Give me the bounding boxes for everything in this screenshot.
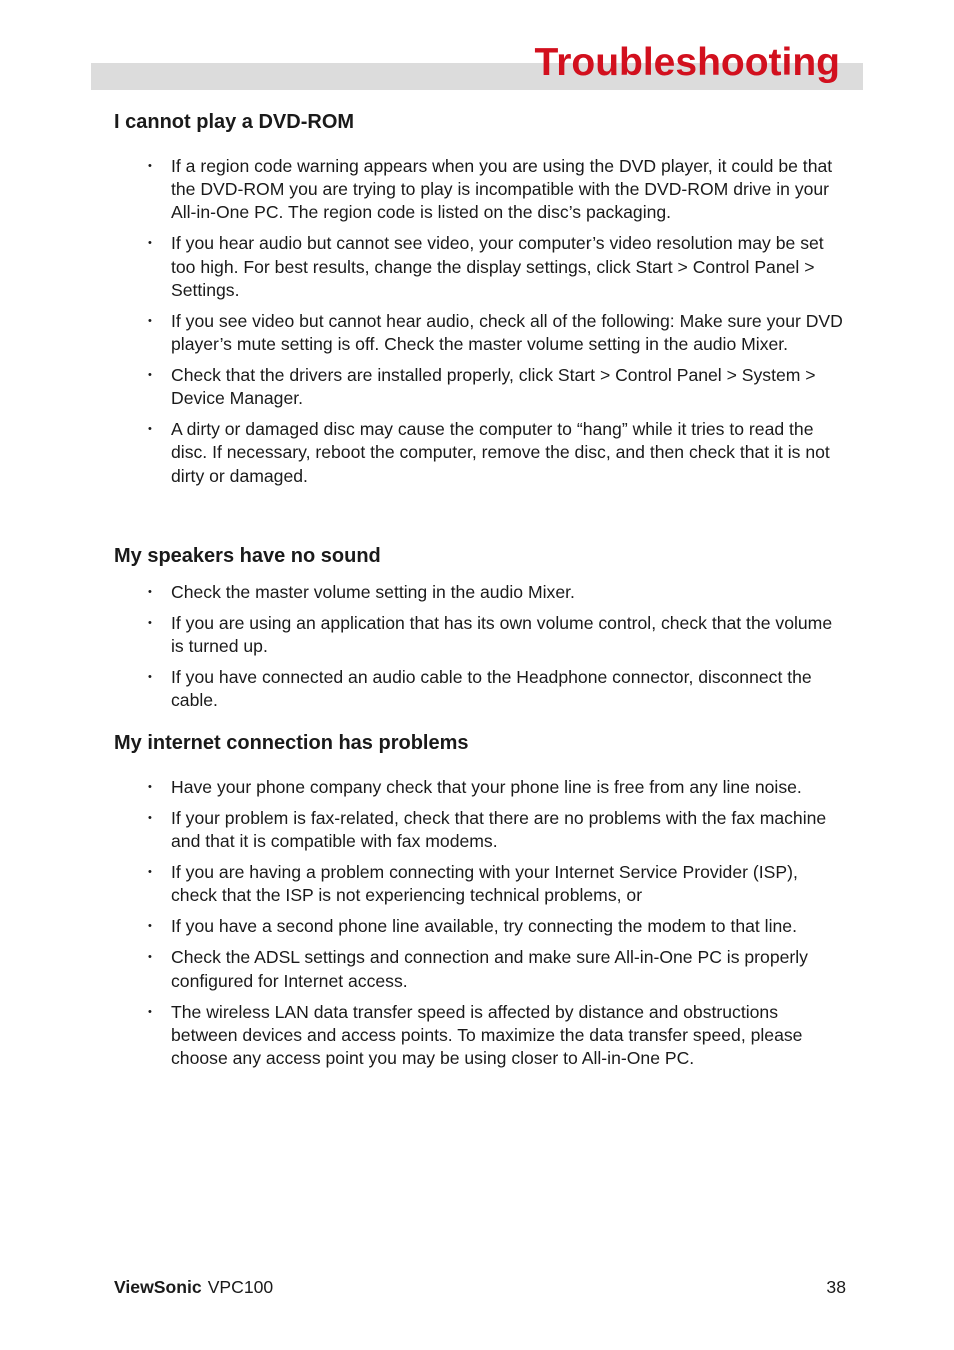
section-heading: My speakers have no sound [114,545,381,567]
bullet-list [114,581,846,713]
bullet-icon: • [148,237,152,250]
page-footer [114,1276,846,1298]
bullet-list [114,155,846,488]
list-item: • A dirty or damaged disc may cause the computer to “hang” while it tries to read the disc. If necessary, reboot the computer, remove the disc, and then check that it is not dirty or damaged. [148,419,830,486]
list-item: • If you have a second phone line available, try connecting the modem to that line. [114,915,846,938]
list-item: • If a region code warning appears when you are using the DVD player, it could be that the DVD-ROM you are trying to play is incompatible with the DVD-ROM drive in your All-in-One PC. The region code is listed on the disc’s packaging. [148,156,833,223]
bullet-icon: • [148,423,152,436]
footer-brand: ViewSonic [114,1277,202,1297]
bullet-icon: • [148,617,152,629]
page-number: 38 [826,1277,846,1297]
list-item: • If your problem is fax-related, check that there are no problems with the fax machine and that it is compatible with fax modems. [148,808,827,852]
list-item: • If you have connected an audio cable to the Headphone connector, disconnect the cable. [148,667,812,711]
list-item: • Check the master volume setting in the audio Mixer. [114,581,846,604]
list-item: • If you see video but cannot hear audio, check all of the following: Make sure your DVD player’s mute setting is off. Check the master volume setting in the audio Mixer. [148,310,843,355]
list-item: • Have your phone company check that your phone line is free from any line noise. [114,776,846,799]
bullet-icon: • [148,369,152,382]
section-speakers [114,544,846,720]
bullet-icon: • [148,314,152,327]
list-item: • If you are using an application that has its own volume control, check that the volume is turned up. [148,613,833,657]
bullet-icon: • [148,866,152,879]
page-title: Troubleshooting [534,41,840,84]
bullet-icon: • [148,781,152,793]
bullet-list [114,776,846,1070]
list-item: • Check the ADSL settings and connection and make sure All-in-One PC is properly configured for Internet access. [148,947,808,991]
bullet-icon: • [148,920,152,933]
bullet-icon: • [148,812,152,824]
bullet-icon: • [148,671,152,684]
list-item: • If you hear audio but cannot see video, your computer’s video resolution may be set too high. For best results, change the display settings, click Start > Control Panel > Settings. [148,233,824,300]
section-dvd-rom [114,110,846,496]
bullet-icon: • [148,586,152,598]
footer-model: VPC100 [207,1277,274,1297]
list-item: • If you are having a problem connecting with your Internet Service Provider (ISP), check that the ISP is not experiencing technical problems, or [148,862,798,906]
section-heading: My internet connection has problems [114,732,469,754]
list-item: • The wireless LAN data transfer speed is affected by distance and obstructions between devices and access points. To maximize the data transfer speed, please choose any access point you may be using closer to All-in-One PC. [148,1001,803,1069]
bullet-icon: • [148,1005,152,1018]
list-item: • Check that the drivers are installed properly, click Start > Control Panel > System > Device Manager. [148,365,816,409]
bullet-icon: • [148,951,152,964]
section-heading: I cannot play a DVD-ROM [114,111,355,133]
section-internet [114,731,846,1078]
bullet-icon: • [148,160,152,172]
